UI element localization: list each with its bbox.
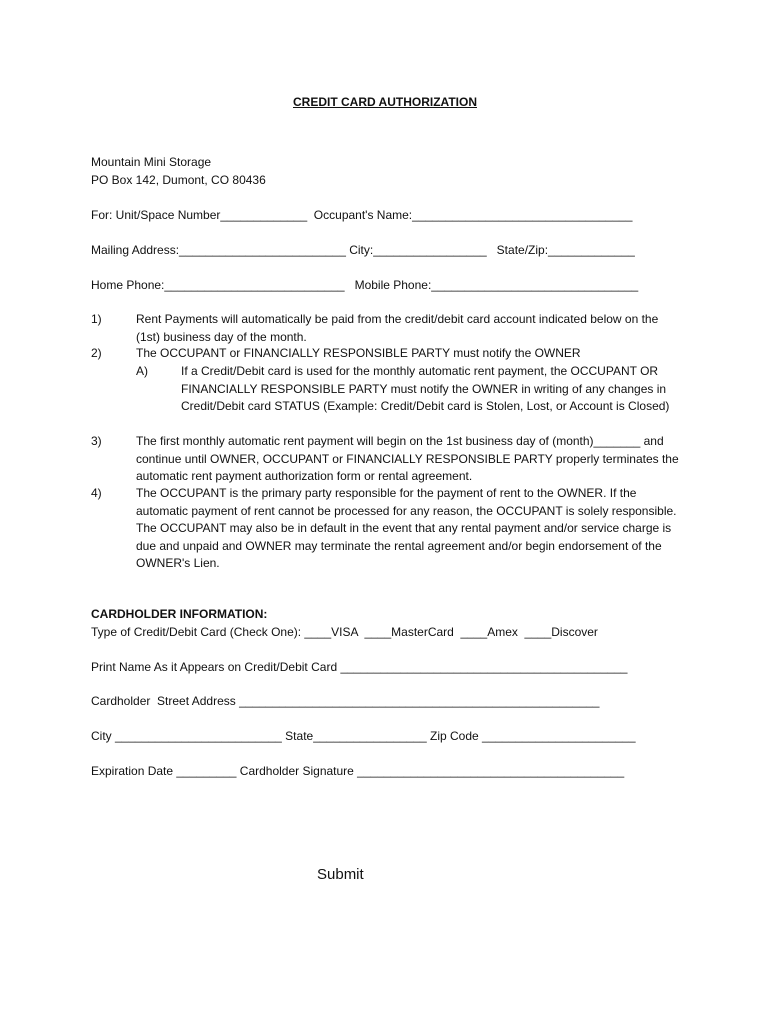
unit-occupant-line[interactable]: For: Unit/Space Number_____________ Occupant's Name:_________________________________ (91, 208, 633, 222)
card-type-line[interactable]: Type of Credit/Debit Card (Check One): ____VISA ____MasterCard ____Amex ____Discover (91, 625, 598, 639)
phone-line[interactable]: Home Phone:___________________________ Mobile Phone:_______________________________ (91, 278, 639, 292)
mailing-address-line[interactable]: Mailing Address:_________________________ City:_________________ State/Zip:_____________ (91, 243, 635, 257)
expiration-signature-line[interactable]: Expiration Date _________ Cardholder Signature ________________________________________ (91, 764, 625, 778)
cardholder-heading: CARDHOLDER INFORMATION: (91, 607, 268, 621)
item-number: 1) (91, 312, 102, 326)
item-text: The OCCUPANT or FINANCIALLY RESPONSIBLE PARTY must notify the OWNER (136, 346, 581, 360)
item-text: Rent Payments will automatically be paid from the credit/debit card account indicated below on the (1st) business day of the month. (136, 312, 659, 344)
item-text: The first monthly automatic rent payment will begin on the 1st business day of (month)_______ and continue until OWNER, OCCUPANT or FINANCIALLY RESPONSIBLE PARTY properly terminates the automatic rent payment authorization form or rental agreement. (136, 434, 679, 483)
print-name-line[interactable]: Print Name As it Appears on Credit/Debit Card ___________________________________________ (91, 660, 628, 674)
form-title: CREDIT CARD AUTHORIZATION (293, 95, 477, 109)
company-name: Mountain Mini Storage (91, 155, 212, 169)
subitem-text: If a Credit/Debit card is used for the monthly automatic rent payment, the OCCUPANT OR FINANCIALLY RESPONSIBLE PARTY must notify the OWNER in writing of any changes in Credit/Debit card STATUS (Example: Credit/Debit card is Stolen, Lost, or Account is Closed) (181, 364, 670, 413)
company-address: PO Box 142, Dumont, CO 80436 (91, 173, 266, 187)
item-number: 2) (91, 346, 102, 360)
item-number: 4) (91, 486, 102, 500)
item-text: The OCCUPANT is the primary party responsible for the payment of rent to the OWNER. If the automatic payment of rent cannot be processed for any reason, the OCCUPANT is solely responsible. The OCCUPANT may also be in default in the event that any rental payment and/or service charge is due and unpaid and OWNER may terminate the rental agreement and/or begin endorsement of the OWNER's Lien. (136, 486, 677, 570)
city-state-zip-line[interactable]: City _________________________ State_________________ Zip Code _______________________ (91, 729, 636, 743)
street-address-line[interactable]: Cardholder Street Address ______________________________________________________ (91, 694, 600, 708)
item-number: 3) (91, 434, 102, 448)
subitem-label: A) (136, 364, 148, 378)
submit-button[interactable]: Submit (313, 864, 368, 885)
